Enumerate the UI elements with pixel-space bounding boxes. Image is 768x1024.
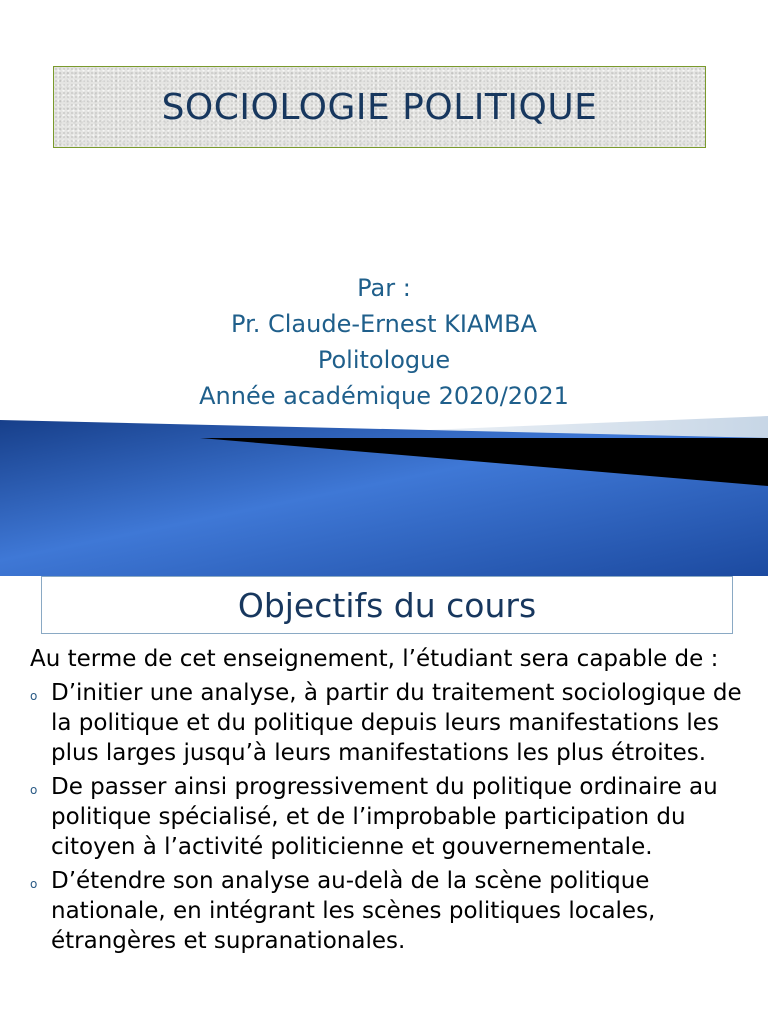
objectives-title: Objectifs du cours xyxy=(237,585,537,625)
objectives-content xyxy=(30,644,760,960)
slide-title: SOCIOLOGIE POLITIQUE xyxy=(161,86,598,128)
author-line-par: Par : xyxy=(357,274,411,302)
bullet-circle-icon: o xyxy=(30,877,38,891)
objective-bullet xyxy=(30,678,760,768)
title-box xyxy=(53,66,706,148)
objectives-slide xyxy=(0,576,768,1024)
intro-paragraph: Au terme de cet enseignement, l’étudiant sera capable de : xyxy=(30,646,719,672)
bullet-circle-icon: o xyxy=(30,689,38,703)
objectives-title-box xyxy=(41,576,733,634)
objective-text: De passer ainsi progressivement du politique ordinaire au politique spécialisé, et de l’improbable participation du citoyen à l’activité politicienne et gouvernementale. xyxy=(51,774,718,860)
objective-bullet xyxy=(30,866,760,956)
author-line-name: Pr. Claude-Ernest KIAMBA xyxy=(231,310,537,338)
objective-text: D’étendre son analyse au-delà de la scène politique nationale, en intégrant les scènes politiques locales, étrangères et supranationales. xyxy=(51,868,656,954)
objective-text: D’initier une analyse, à partir du traitement sociologique de la politique et du politique depuis leurs manifestations les plus larges jusqu’à leurs manifestations les plus étroites. xyxy=(51,680,742,766)
author-line-role: Politologue xyxy=(317,346,451,374)
bullet-circle-icon: o xyxy=(30,783,38,797)
objective-bullet xyxy=(30,772,760,862)
author-line-year: Année académique 2020/2021 xyxy=(199,382,569,410)
decorative-swoosh xyxy=(0,410,768,576)
author-block xyxy=(0,270,768,414)
